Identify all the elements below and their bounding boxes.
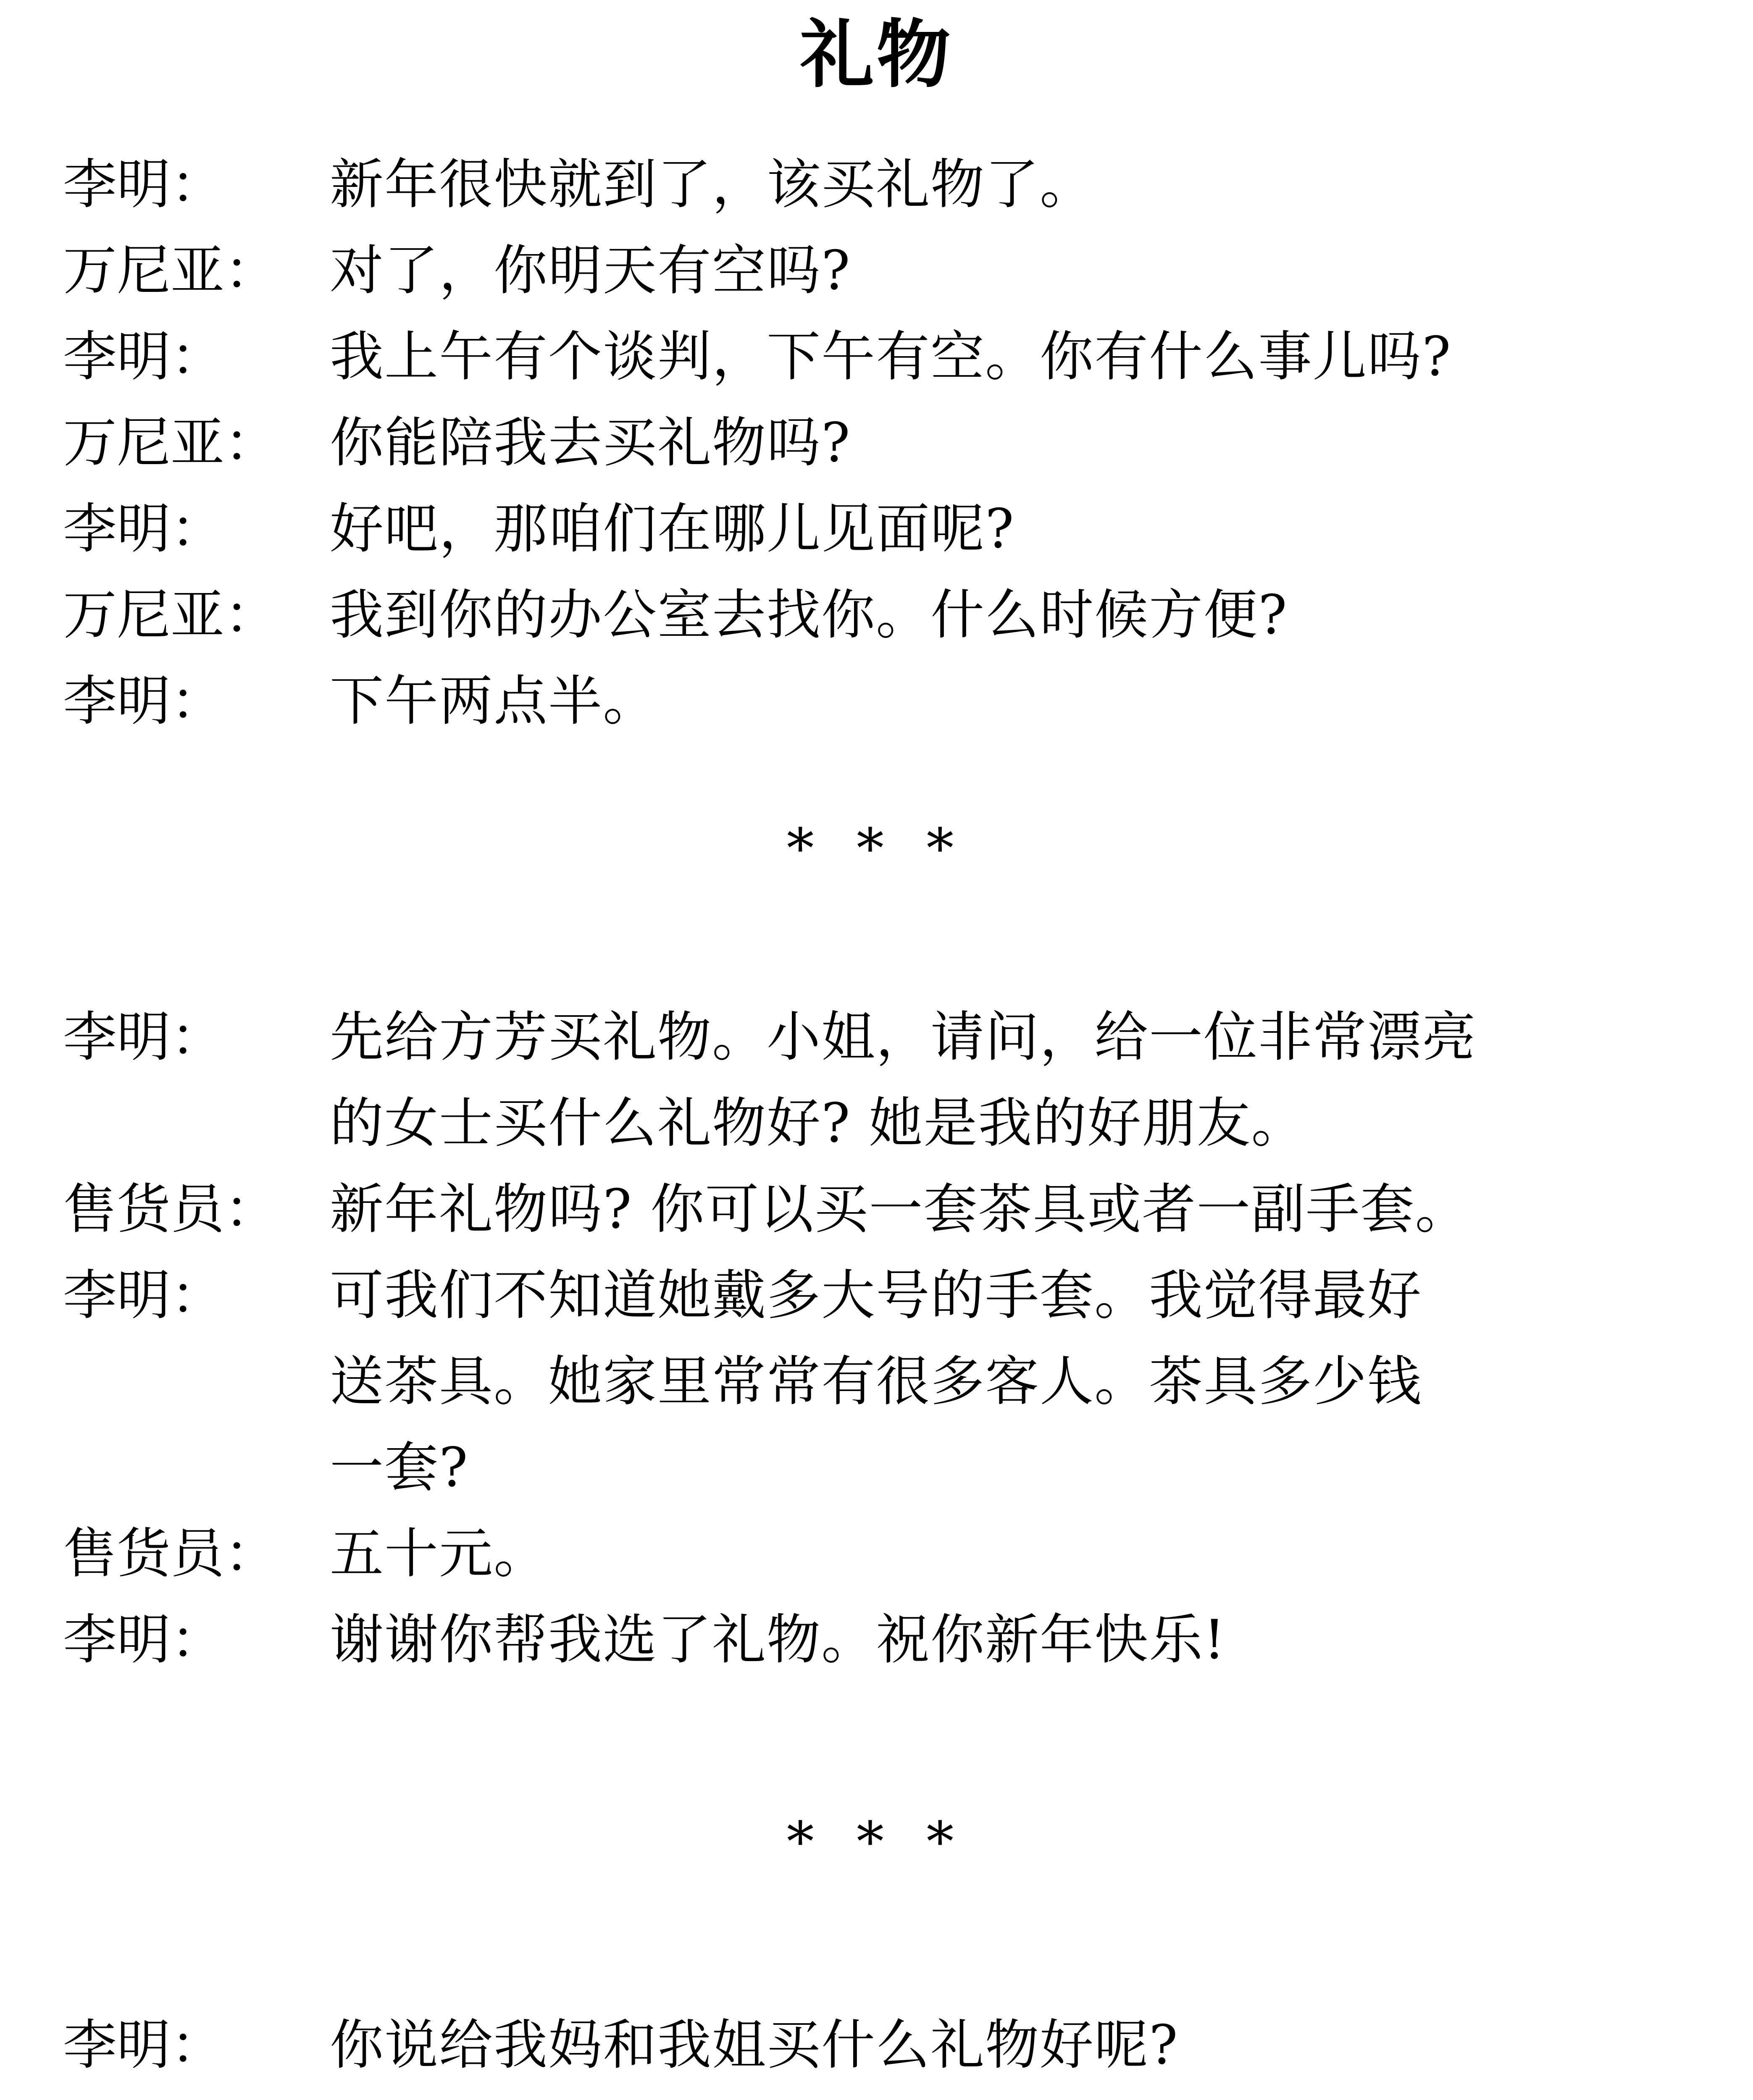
- speaker-label: 李明：: [63, 153, 225, 216]
- speech-text: 下午两点半。: [330, 670, 658, 732]
- speech-text: 你能陪我去买礼物吗?: [330, 412, 851, 474]
- speech-text: 先给方芳买礼物。小姐，请问，给一位非常漂亮: [330, 1006, 1477, 1068]
- speech-text: 你说给我妈和我姐买什么礼物好呢?: [330, 2014, 1179, 2076]
- speech-text: [330, 2096, 1477, 2100]
- speaker-label: 李明：: [63, 670, 225, 732]
- speech-text: 好吧，那咱们在哪儿见面呢?: [330, 498, 1015, 560]
- section-separator: * * *: [786, 1810, 967, 1874]
- speaker-label: 售货员：: [63, 1522, 279, 1585]
- speaker-label: 李明：: [63, 498, 225, 560]
- speech-text: 送茶具。她家里常常有很多客人。茶具多少钱: [330, 1350, 1422, 1413]
- speech-text: 我到你的办公室去找你。什么时候方便?: [330, 584, 1288, 646]
- speaker-label: 李明：: [63, 326, 225, 388]
- speech-text: 新年很快就到了，该买礼物了。: [330, 153, 1095, 216]
- speaker-label: [63, 2096, 278, 2100]
- speech-text: 谢谢你帮我选了礼物。祝你新年快乐!: [330, 1609, 1226, 1671]
- section-separator: * * *: [786, 816, 967, 880]
- speech-text: 五十元。: [330, 1522, 549, 1585]
- speech-text: 一套?: [330, 1436, 469, 1499]
- speaker-label: 李明：: [63, 2014, 225, 2076]
- speaker-label: 李明：: [63, 1264, 225, 1327]
- speaker-label: 万尼亚：: [63, 584, 279, 646]
- speaker-label: 售货员：: [63, 1178, 279, 1241]
- speech-text: 可我们不知道她戴多大号的手套。我觉得最好: [330, 1264, 1422, 1327]
- speaker-label: 万尼亚：: [63, 412, 279, 474]
- speaker-label: 李明：: [63, 1006, 225, 1068]
- speech-text: 对了，你明天有空吗?: [330, 239, 851, 302]
- speech-text: 的女士买什么礼物好? 她是我的好朋友。: [330, 1092, 1306, 1155]
- speech-text: 我上午有个谈判，下午有空。你有什么事儿吗?: [330, 326, 1452, 388]
- speaker-label: 万尼亚：: [63, 239, 279, 302]
- page-title: 礼物: [800, 11, 953, 98]
- speaker-label: 李明：: [63, 1609, 225, 1671]
- speech-text: 新年礼物吗? 你可以买一套茶具或者一副手套。: [330, 1178, 1470, 1241]
